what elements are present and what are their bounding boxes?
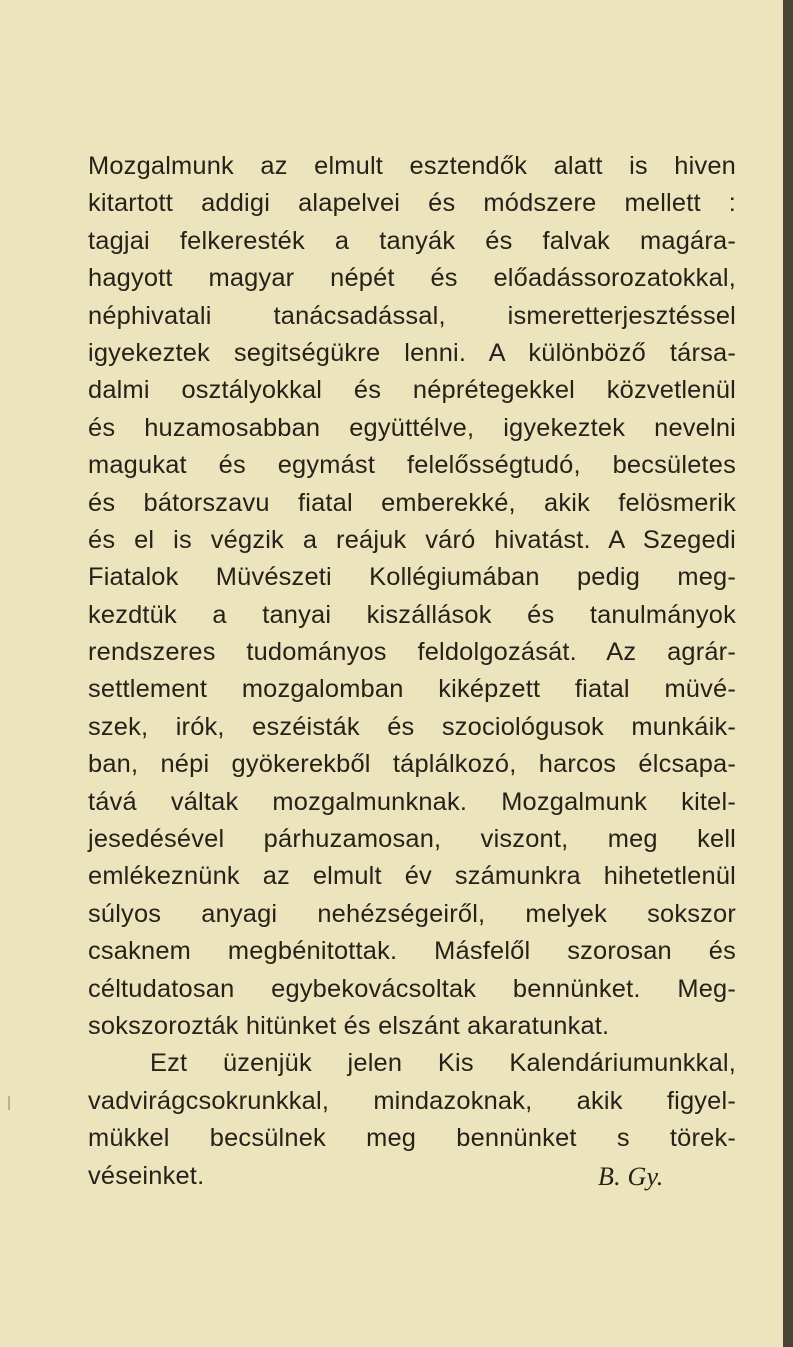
text-line: Mozgalmunk az elmult esztendők alatt is hiven	[88, 152, 736, 180]
page-edge	[783, 0, 793, 1347]
text-line: igyekeztek segitségükre lenni. A különböző társa-	[88, 338, 736, 367]
text-line: kitartott addigi alapelvei és módszere mellett :	[88, 189, 736, 218]
text-line: és bátorszavu fiatal emberekké, akik felösmerik	[88, 488, 736, 517]
text-line: szek, irók, eszéisták és szociológusok munkáik-	[88, 712, 736, 741]
text-line: tagjai felkeresték a tanyák és falvak magára-	[88, 226, 736, 255]
final-line-text: véseinket.	[88, 1161, 205, 1190]
text-line: settlement mozgalomban kiképzett fiatal müvé-	[88, 675, 736, 704]
text-line: néphivatali tanácsadással, ismeretterjesztéssel	[88, 301, 736, 330]
text-line: sokszorozták hitünket és elszánt akaratunkat.	[88, 1011, 610, 1040]
text-line: rendszeres tudományos feldolgozását. Az agrár-	[88, 638, 736, 667]
signature: B. Gy.	[598, 1161, 664, 1191]
text-line: dalmi osztályokkal és néprétegekkel közvetlenül	[88, 376, 736, 405]
paragraph-2	[88, 1045, 736, 1195]
margin-mark	[8, 1096, 10, 1110]
text-line: vadvirágcsokrunkkal, mindazoknak, akik figyel-	[88, 1086, 736, 1115]
text-line: magukat és egymást felelősségtudó, becsületes	[88, 451, 736, 480]
text-line: mükkel becsülnek meg bennünket s törek-	[88, 1124, 736, 1153]
text-line: tává váltak mozgalmunknak. Mozgalmunk kitel-	[88, 787, 736, 816]
text-line: hagyott magyar népét és előadássorozatokkal,	[88, 264, 736, 293]
text-line: és el is végzik a reájuk váró hivatást. A Szegedi	[88, 525, 736, 554]
text-line: súlyos anyagi nehézségeiről, melyek sokszor	[88, 899, 736, 928]
paragraph-1	[88, 148, 736, 1045]
body-text	[88, 148, 736, 1195]
text-line: emlékeznünk az elmult év számunkra hihetetlenül	[88, 862, 736, 891]
text-line: csaknem megbénitottak. Másfelől szorosan és	[88, 937, 736, 966]
text-line: kezdtük a tanyai kiszállások és tanulmányok	[88, 600, 736, 629]
text-line: jesedésével párhuzamosan, viszont, meg kell	[88, 825, 736, 854]
text-line: és huzamosabban együttélve, igyekeztek nevelni	[88, 413, 736, 442]
final-line	[88, 1158, 736, 1195]
text-line: Ezt üzenjük jelen Kis Kalendáriumunkkal,	[150, 1049, 736, 1078]
text-line: céltudatosan egybekovácsoltak bennünket. Meg-	[88, 974, 736, 1003]
text-line: Fiatalok Müvészeti Kollégiumában pedig meg-	[88, 563, 736, 592]
text-line: ban, népi gyökerekből táplálkozó, harcos élcsapa-	[88, 750, 736, 779]
